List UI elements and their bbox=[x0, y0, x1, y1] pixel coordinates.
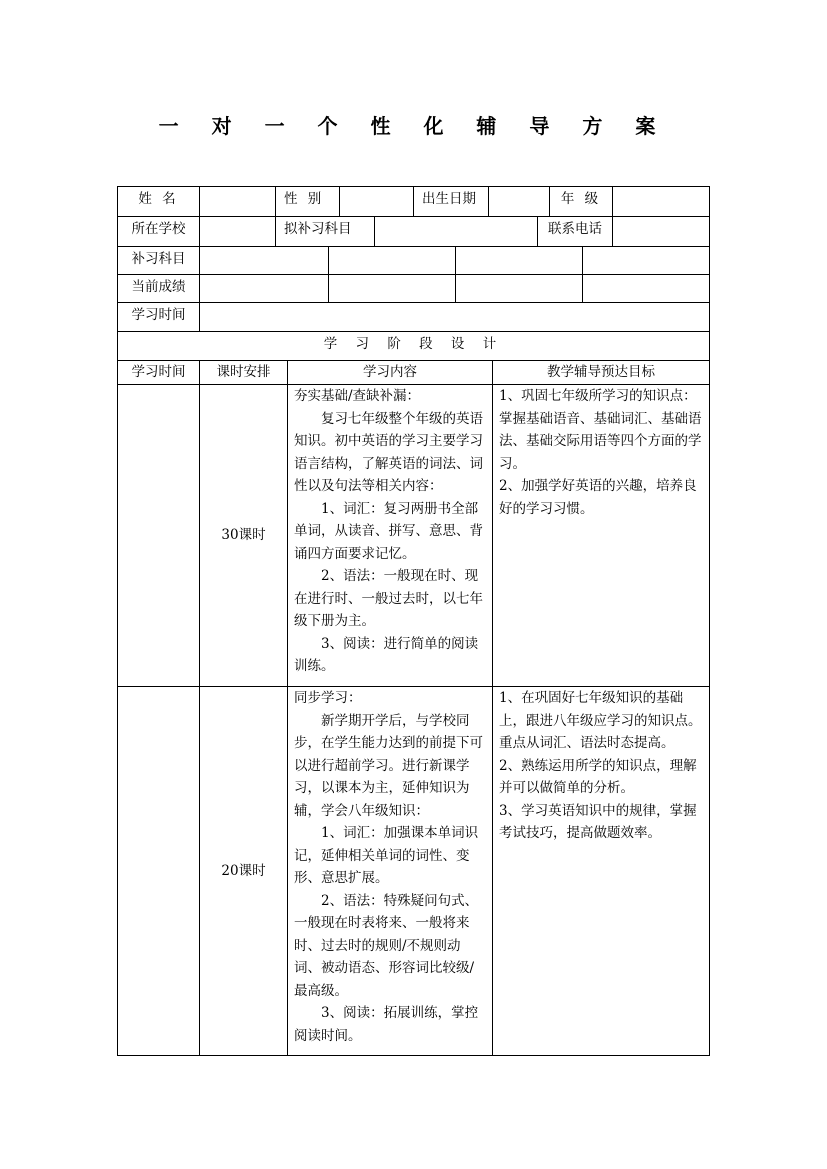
plan-subject-label: 拟补习科目 bbox=[275, 216, 375, 247]
stage-2-content-item: 3、阅读：拓展训练，掌控阅读时间。 bbox=[294, 1005, 479, 1044]
score-field-3[interactable] bbox=[455, 274, 583, 303]
stage-1-content-item: 1、词汇：复习两册书全部单词，从读音、拼写、意思、背诵四方面要求记忆。 bbox=[294, 500, 483, 562]
subject-label: 补习科目 bbox=[117, 246, 200, 275]
stage-1-goals bbox=[492, 384, 710, 687]
stage-2-content-heading: 同步学习： bbox=[294, 690, 362, 706]
stage-2-content bbox=[287, 686, 493, 1056]
stage-2-study-time[interactable] bbox=[117, 686, 200, 1056]
gender-label: 性 别 bbox=[275, 186, 340, 217]
stage-1-content-item: 3、阅读：进行简单的阅读训练。 bbox=[294, 635, 479, 674]
school-field[interactable] bbox=[199, 216, 276, 247]
stage-2-goals bbox=[492, 686, 710, 1056]
stage-1-content-heading: 夯实基础/查缺补漏： bbox=[294, 388, 421, 404]
grade-field[interactable] bbox=[612, 186, 710, 217]
birth-field[interactable] bbox=[488, 186, 550, 217]
school-label: 所在学校 bbox=[117, 216, 200, 247]
stage-2-goal-item: 3、学习英语知识中的规律，掌握考试技巧，提高做题效率。 bbox=[499, 802, 697, 841]
col-header-hours: 课时安排 bbox=[199, 360, 288, 385]
stage-2-goal-item: 2、熟练运用所学的知识点，理解并可以做简单的分析。 bbox=[499, 757, 697, 796]
phone-field[interactable] bbox=[612, 216, 710, 247]
gender-field[interactable] bbox=[339, 186, 414, 217]
stage-2-content-item: 2、语法：特殊疑问句式、一般现在时表将来、一般将来时、过去时的规则/不规则动词、被动语态、形容词比较级/最高级。 bbox=[294, 892, 479, 999]
subject-field-2[interactable] bbox=[328, 246, 456, 275]
stage-2-content-item: 1、词汇：加强课本单词识记，延伸相关单词的词性、变形、意思扩展。 bbox=[294, 825, 479, 886]
name-field[interactable] bbox=[199, 186, 276, 217]
subject-field-4[interactable] bbox=[582, 246, 710, 275]
birth-label: 出生日期 bbox=[413, 186, 489, 217]
col-header-goals: 教学辅导预达目标 bbox=[492, 360, 710, 385]
stage-1-content bbox=[287, 384, 493, 687]
stage-1-study-time[interactable] bbox=[117, 384, 200, 687]
document-title: 一 对 一 个 性 化 辅 导 方 案 bbox=[158, 114, 669, 138]
stage-2-content-para: 新学期开学后，与学校同步，在学生能力达到的前提下可以进行超前学习。进行新课学习，以课本为主，延伸知识为辅，学会八年级知识： bbox=[294, 712, 483, 819]
stage-1-content-para: 复习七年级整个年级的英语知识。初中英语的学习主要学习语言结构，了解英语的词法、词性以及句法等相关内容： bbox=[294, 410, 483, 494]
time-label: 学习时间 bbox=[117, 302, 200, 332]
section-title: 学 习 阶 段 设 计 bbox=[117, 331, 710, 361]
name-label: 姓 名 bbox=[117, 186, 200, 217]
subject-field-1[interactable] bbox=[199, 246, 329, 275]
stage-2-goal-item: 1、在巩固好七年级知识的基础上，跟进八年级应学习的知识点。重点从词汇、语法时态提高。 bbox=[499, 690, 702, 751]
stage-1-content-item: 2、语法：一般现在时、现在进行时、一般过去时，以七年级下册为主。 bbox=[294, 568, 483, 629]
col-header-content: 学习内容 bbox=[287, 360, 493, 385]
subject-field-3[interactable] bbox=[455, 246, 583, 275]
stage-1-hours: 30课时 bbox=[199, 384, 288, 687]
stage-2-hours: 20课时 bbox=[199, 686, 288, 1056]
phone-label: 联系电话 bbox=[537, 216, 613, 247]
time-field[interactable] bbox=[199, 302, 710, 332]
grade-label: 年 级 bbox=[549, 186, 613, 217]
plan-subject-field[interactable] bbox=[374, 216, 538, 247]
score-label: 当前成绩 bbox=[117, 274, 200, 303]
col-header-study-time: 学习时间 bbox=[117, 360, 200, 385]
stage-1-goal-item: 2、加强学好英语的兴趣，培养良好的学习习惯。 bbox=[499, 478, 697, 517]
score-field-1[interactable] bbox=[199, 274, 329, 303]
stage-1-goal-item: 1、巩固七年级所学习的知识点：掌握基础语音、基础词汇、基础语法、基础交际用语等四个方面的学习。 bbox=[499, 388, 702, 472]
score-field-4[interactable] bbox=[582, 274, 710, 303]
score-field-2[interactable] bbox=[328, 274, 456, 303]
